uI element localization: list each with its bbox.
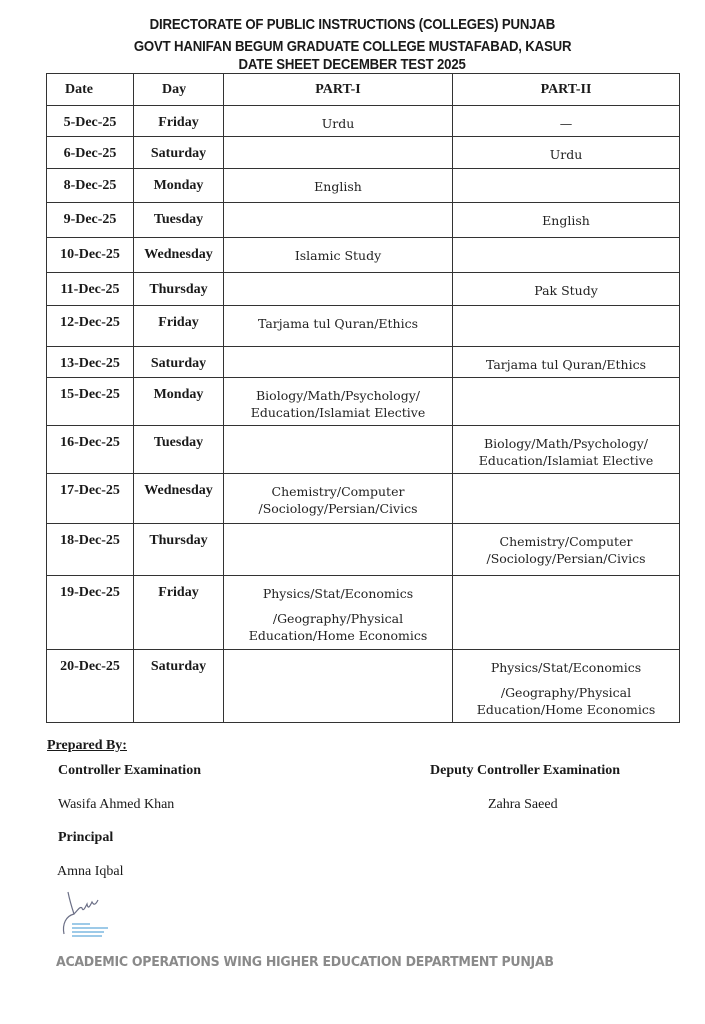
table-row bbox=[47, 203, 680, 238]
subject-line: Physics/Stat/Economics bbox=[490, 660, 642, 675]
part-1-subject-cell bbox=[224, 203, 453, 238]
part-2-subject-cell bbox=[453, 306, 680, 347]
stamp-lines bbox=[72, 924, 108, 936]
table-row bbox=[47, 106, 680, 137]
issuing-authority-text: ACADEMIC OPERATIONS WING HIGHER EDUCATION DEPARTMENT PUNJAB bbox=[56, 954, 554, 970]
subject-line: /Sociology/Persian/Civics bbox=[258, 501, 418, 516]
college-heading-text: GOVT HANIFAN BEGUM GRADUATE COLLEGE MUSTAFABAD, KASUR bbox=[133, 38, 572, 55]
part-1-subject-cell bbox=[224, 137, 453, 169]
deputy-controller-name: Zahra Saeed bbox=[488, 797, 558, 812]
part-2-subject-cell bbox=[453, 347, 680, 378]
subject-line: Urdu bbox=[321, 116, 355, 131]
subject-line: Urdu bbox=[549, 147, 583, 162]
part-2-subject-cell bbox=[453, 238, 680, 273]
table-row bbox=[47, 273, 680, 306]
subject-line: /Geography/Physical bbox=[500, 685, 632, 700]
subject-line: — bbox=[559, 116, 573, 131]
table-row bbox=[47, 650, 680, 723]
deputy-controller-title: Deputy Controller Examination bbox=[430, 763, 621, 778]
day-cell: Wednesday bbox=[134, 474, 224, 524]
subject-line: Education/Home Economics bbox=[248, 628, 428, 643]
day-cell: Friday bbox=[134, 576, 224, 650]
part-2-subject-cell bbox=[453, 203, 680, 238]
part-1-subject-cell bbox=[224, 347, 453, 378]
table-row bbox=[47, 378, 680, 426]
table-row bbox=[47, 524, 680, 576]
date-cell: 15-Dec-25 bbox=[47, 378, 134, 426]
part-2-subject-cell bbox=[453, 106, 680, 137]
subject-line: Biology/Math/Psychology/ bbox=[484, 436, 648, 451]
subject-line: English bbox=[542, 213, 590, 228]
part-1-subject-cell bbox=[224, 106, 453, 137]
subject-line: /Sociology/Persian/Civics bbox=[486, 551, 646, 566]
subject-line: Physics/Stat/Economics bbox=[262, 586, 414, 601]
date-cell: 19-Dec-25 bbox=[47, 576, 134, 650]
part-2-subject-cell bbox=[453, 650, 680, 723]
subject-line: Education/Home Economics bbox=[476, 702, 656, 717]
subject-line: Tarjama tul Quran/Ethics bbox=[257, 316, 419, 331]
date-cell: 16-Dec-25 bbox=[47, 426, 134, 474]
date-cell: 5-Dec-25 bbox=[47, 106, 134, 137]
subject-line: Chemistry/Computer bbox=[499, 534, 633, 549]
day-cell: Monday bbox=[134, 378, 224, 426]
date-cell: 20-Dec-25 bbox=[47, 650, 134, 723]
table-row bbox=[47, 474, 680, 524]
date-cell: 6-Dec-25 bbox=[47, 137, 134, 169]
column-header-day: Day bbox=[134, 74, 224, 106]
date-cell: 10-Dec-25 bbox=[47, 238, 134, 273]
day-cell: Thursday bbox=[134, 273, 224, 306]
date-cell: 8-Dec-25 bbox=[47, 169, 134, 203]
part-2-subject-cell bbox=[453, 426, 680, 474]
column-header-date: Date bbox=[47, 74, 134, 106]
controller-title: Controller Examination bbox=[58, 763, 201, 778]
directorate-heading bbox=[0, 16, 705, 33]
principal-title: Principal bbox=[58, 830, 114, 845]
table-row bbox=[47, 306, 680, 347]
day-cell: Tuesday bbox=[134, 426, 224, 474]
subject-line: Education/Islamiat Elective bbox=[478, 453, 654, 468]
part-2-subject-cell bbox=[453, 378, 680, 426]
part-2-subject-cell bbox=[453, 137, 680, 169]
part-1-subject-cell bbox=[224, 426, 453, 474]
subject-line: Islamic Study bbox=[294, 248, 382, 263]
date-cell: 17-Dec-25 bbox=[47, 474, 134, 524]
subject-line: /Geography/Physical bbox=[272, 611, 404, 626]
date-cell: 9-Dec-25 bbox=[47, 203, 134, 238]
day-cell: Friday bbox=[134, 306, 224, 347]
part-2-subject-cell bbox=[453, 474, 680, 524]
day-cell: Tuesday bbox=[134, 203, 224, 238]
day-cell: Saturday bbox=[134, 137, 224, 169]
part-1-subject-cell bbox=[224, 576, 453, 650]
subject-line: English bbox=[314, 179, 362, 194]
table-row bbox=[47, 347, 680, 378]
subject-line: Education/Islamiat Elective bbox=[250, 405, 426, 420]
part-1-subject-cell bbox=[224, 306, 453, 347]
table-row bbox=[47, 426, 680, 474]
part-1-subject-cell bbox=[224, 378, 453, 426]
prepared-by-label: Prepared By: bbox=[47, 738, 127, 753]
date-sheet-title bbox=[0, 56, 705, 73]
part-2-subject-cell bbox=[453, 576, 680, 650]
principal-signature-stamp bbox=[56, 884, 126, 949]
date-sheet-title-text: DATE SHEET DECEMBER TEST 2025 bbox=[238, 56, 467, 73]
day-cell: Saturday bbox=[134, 347, 224, 378]
part-1-subject-cell bbox=[224, 238, 453, 273]
subject-line: Tarjama tul Quran/Ethics bbox=[485, 357, 647, 372]
issuing-authority-footer bbox=[56, 954, 591, 970]
table-row bbox=[47, 169, 680, 203]
part-1-subject-cell bbox=[224, 524, 453, 576]
subject-line: Pak Study bbox=[534, 283, 598, 298]
date-cell: 12-Dec-25 bbox=[47, 306, 134, 347]
part-1-subject-cell bbox=[224, 169, 453, 203]
date-cell: 13-Dec-25 bbox=[47, 347, 134, 378]
table-row bbox=[47, 238, 680, 273]
part-2-subject-cell bbox=[453, 524, 680, 576]
directorate-heading-text: DIRECTORATE OF PUBLIC INSTRUCTIONS (COLLEGES) PUNJAB bbox=[149, 16, 556, 33]
day-cell: Thursday bbox=[134, 524, 224, 576]
principal-name: Amna Iqbal bbox=[57, 864, 124, 879]
part-1-subject-cell bbox=[224, 650, 453, 723]
college-heading bbox=[0, 38, 705, 55]
day-cell: Friday bbox=[134, 106, 224, 137]
subject-line: Chemistry/Computer bbox=[271, 484, 405, 499]
table-row bbox=[47, 576, 680, 650]
part-1-subject-cell bbox=[224, 474, 453, 524]
column-header-part-2: PART-II bbox=[453, 74, 680, 106]
day-cell: Wednesday bbox=[134, 238, 224, 273]
subject-line: Biology/Math/Psychology/ bbox=[256, 388, 420, 403]
table-header-row bbox=[47, 74, 680, 106]
table-row bbox=[47, 137, 680, 169]
part-2-subject-cell bbox=[453, 273, 680, 306]
day-cell: Monday bbox=[134, 169, 224, 203]
day-cell: Saturday bbox=[134, 650, 224, 723]
part-1-subject-cell bbox=[224, 273, 453, 306]
part-2-subject-cell bbox=[453, 169, 680, 203]
date-cell: 11-Dec-25 bbox=[47, 273, 134, 306]
column-header-part-1: PART-I bbox=[224, 74, 453, 106]
date-cell: 18-Dec-25 bbox=[47, 524, 134, 576]
date-sheet-table bbox=[46, 73, 680, 723]
controller-name: Wasifa Ahmed Khan bbox=[58, 797, 175, 812]
